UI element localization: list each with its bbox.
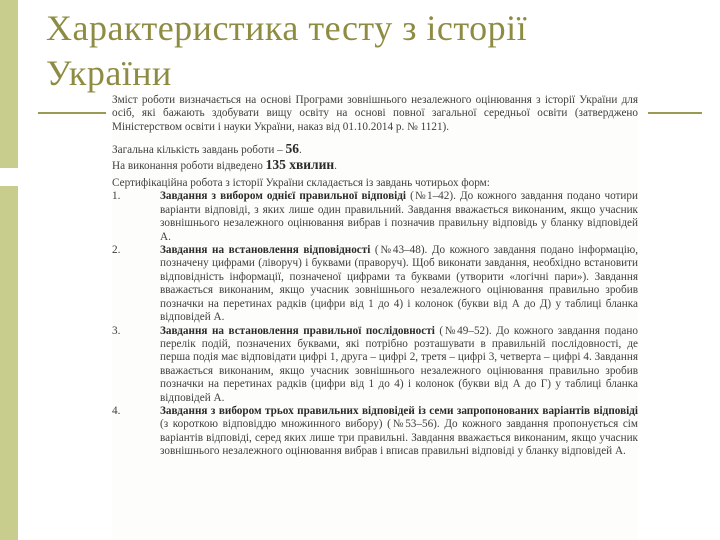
total-tasks-line [112, 142, 638, 157]
task-form-item [112, 190, 638, 244]
accent-bar-gap [0, 168, 18, 186]
item-body: (№43–48). До кожного завдання подано інформацію, позначену цифрами (ліворуч) і буквами (праворуч). Щоб виконати завдання, необхідно встановити відповідність інформації, позначеної цифрами та буквами (утворити «логічні пари»). Завдання вважається виконаним, якщо учасник зовнішнього незалежного оцінювання правильно зробив позначки на перетинах радків (цифри від 1 до 4) і колонок (букви від А до Д) у таблиці бланка відповідей А. [160, 244, 638, 324]
time-value: 135 хвилин [265, 156, 335, 172]
item-body: (з короткою відповіддю множинного вибору) (№53–56). До кожного завдання пропонується сім варіантів відповіді, серед яких лише три правильні. Завдання вважається виконаним, якщо учасник зовнішнього незалежного оцінювання вибрав і вписав правильні відповіді у бланку відповідей А. [160, 418, 638, 458]
item-description [160, 190, 638, 244]
task-form-item [112, 405, 638, 459]
item-description [160, 244, 638, 324]
title-rule-right [648, 112, 702, 114]
document-scan [112, 94, 638, 540]
item-body: (№1–42). До кожного завдання подано чотири варіанти відповіді, з яких лише один правильний. Завдання вважається виконаним, якщо учасник зовнішнього незалежного оцінювання вибрав і позначив правильну відповідь у бланку відповідей А. [160, 190, 638, 243]
accent-bar-top [0, 0, 18, 168]
task-form-item [112, 244, 638, 324]
item-body: (№49–52). До кожного завдання подано перелік подій, позначених буквами, які потрібно розташувати в правильній послідовності, де перша подія має відповідати цифрі 1, друга – цифрі 2, третя – цифрі 3, четверта – цифрі 4. Завдання вважається виконаним, якщо учасник зовнішнього незалежного оцінювання правильно зробив позначки на перетинах радків (цифри від 1 до 4) і колонок (букви від А до Г) у таблиці бланка відповідей А. [160, 324, 638, 404]
slide-title: Характеристика тесту з історії України [46, 8, 528, 93]
item-number: 3. [112, 324, 121, 337]
item-number: 2. [112, 244, 121, 257]
item-description [160, 405, 638, 459]
total-tasks-value: 56 [285, 141, 300, 157]
task-form-item [112, 325, 638, 405]
accent-bar-bottom [0, 186, 18, 540]
time-suffix: . [334, 159, 337, 172]
total-tasks-label: Загальна кількість завдань роботи – [112, 144, 286, 157]
time-label: На виконання роботи відведено [112, 159, 266, 172]
item-number: 4. [112, 404, 121, 417]
item-description [160, 325, 638, 405]
time-line [112, 158, 638, 173]
left-accent-bar [0, 0, 18, 540]
item-heading: Завдання на встановлення відповідності [160, 244, 371, 257]
item-heading: Завдання на встановлення правильної послідовності [160, 324, 435, 337]
item-number: 1. [112, 190, 121, 203]
item-heading: Завдання з вибором трьох правильних відповідей із семи запропонованих варіантів відповіді [160, 404, 638, 417]
intro-paragraph: Зміст роботи визначається на основі Програми зовнішнього незалежного оцінювання з історії України для осіб, які бажають здобувати вищу освіту на основі повної загальної середньої освіти (затверджено Міністерством освіти і науки України, наказ від 01.10.2014 р. № 1121). [112, 94, 638, 133]
total-tasks-suffix: . [299, 144, 302, 157]
forms-intro: Сертифікаційна робота з історії України складається із завдань чотирьох форм: [112, 177, 490, 190]
title-rule-left [38, 112, 106, 114]
item-heading: Завдання з вибором однієї правильної відповіді [160, 190, 407, 203]
